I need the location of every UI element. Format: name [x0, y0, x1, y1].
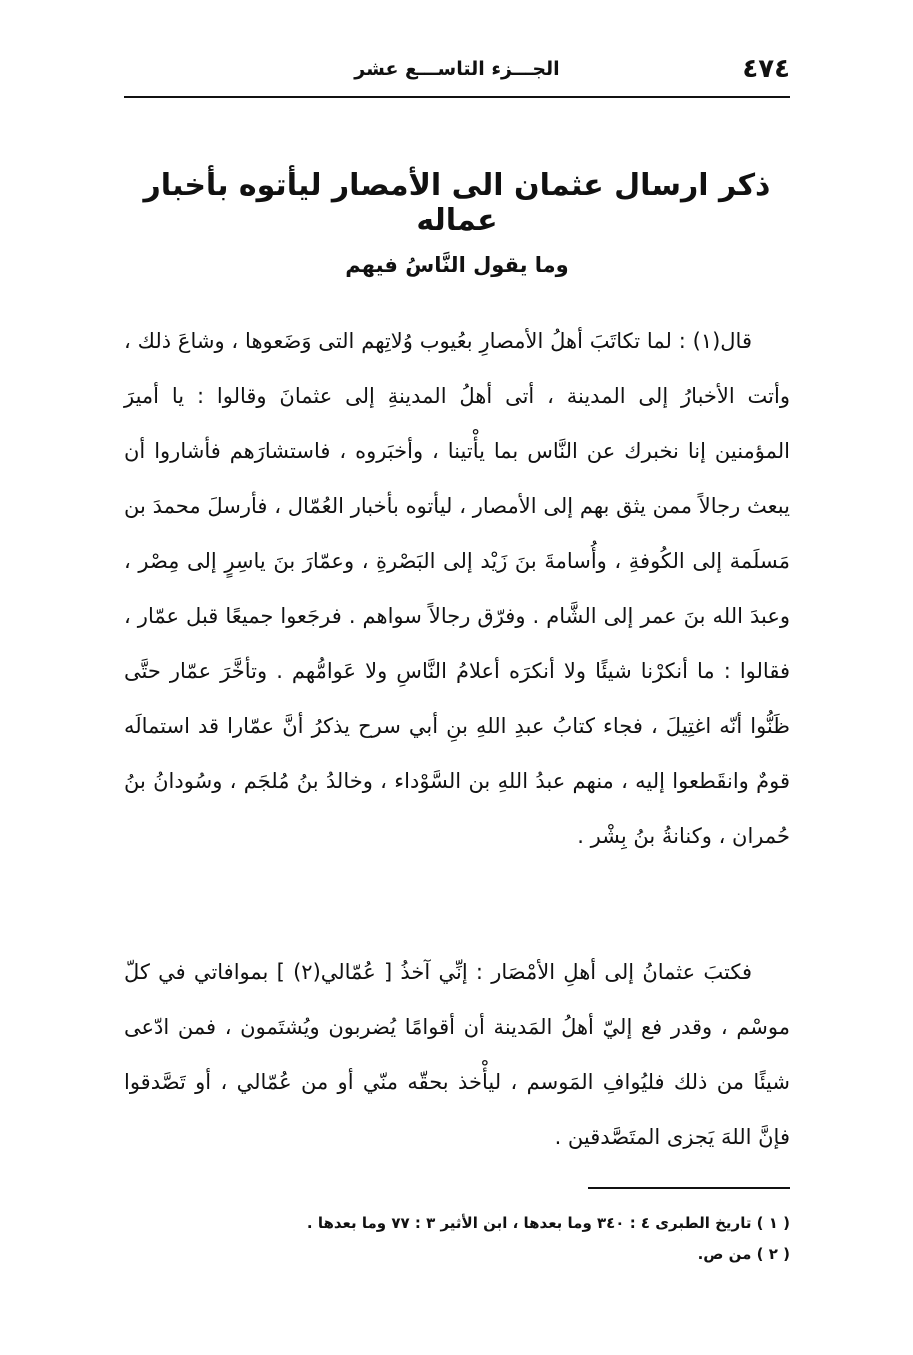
paragraph: [124, 314, 790, 864]
page-number: ٤٧٤: [742, 54, 790, 84]
footnote: ( ١ ) تاريخ الطبرى ٤ : ٣٤٠ وما بعدها ، ابن الأثير ٣ : ٧٧ وما بعدها .: [306, 1214, 790, 1232]
paragraph: [124, 945, 790, 1165]
footnote: ( ٢ ) من ص.: [697, 1245, 790, 1263]
footnote-rule: [588, 1187, 790, 1189]
chapter-title: ذكر ارسال عثمان الى الأمصار ليأتوه بأخبار عماله: [143, 168, 771, 238]
paragraph-text: فكتبَ عثمانُ إلى أهلِ الأمْصَار : إنِّي آخذُ [ عُمّالي(٢) ] بموافاتي في كلّ موسْم ، وقدر فع إليّ أهلُ المَدينة أن أقوامًا يُضربون ويُشتَمون ، فمن ادّعى شيئًا من ذلك فليُوافِ المَوسم ، ليأْخذ بحقّه منّي أو من عُمّالي ، أو تَصَّدقوا فإنَّ اللهَ يَجزى المتَصَّدقين .: [124, 960, 790, 1149]
page-header: [124, 52, 790, 98]
running-title: الجـــزء التاســـع عشر: [354, 58, 560, 80]
chapter-subtitle: وما يقول النَّاسُ فيهم: [345, 253, 569, 277]
paragraph-text: قال(١) : لما تكاتَبَ أهلُ الأمصارِ بعُيوب وُلاتِهم التى وَضَعوها ، وشاعَ ذلك ، وأتت الأخبارُ إلى المدينة ، أتى أهلُ المدينةِ إلى عثمانَ وقالوا : يا أميرَ المؤمنين إنا نخبرك عن النَّاس بما يأْتينا ، وأخبَروه ، فاستشارَهم فأشاروا أن يبعث رجالاً ممن يثق بهم إلى الأمصار ، ليأتوه بأخبار العُمّال ، فأرسلَ محمدَ بن مَسلَمة إلى الكُوفةِ ، وأُسامةَ بنَ زَيْد إلى البَصْرةِ ، وعمّارَ بنَ ياسِرٍ إلى مِصْر ، وعبدَ الله بنَ عمر إلى الشَّام . وفرّق رجالاً سواهم . فرجَعوا جميعًا قبل عمّار ، فقالوا : ما أنكرْنا شيئًا ولا أنكرَه أعلامُ النَّاسِ ولا عَوامُّهم . وتأخَّرَ عمّار حتَّى ظَنُّوا أنّه اغتِيلَ ، فجاء كتابُ عبدِ اللهِ بنِ أبي سرح يذكرُ أنَّ عمّارا قد استمالَه قومٌ وانقَطعوا إليه ، منهم عبدُ اللهِ بن السَّوْداء ، وخالدُ بنُ مُلجَم ، وسُودانُ بنُ حُمران ، وكنانةُ بنُ بِشْر .: [124, 329, 790, 848]
header-rule: [124, 96, 790, 98]
footnotes: [124, 1208, 790, 1270]
